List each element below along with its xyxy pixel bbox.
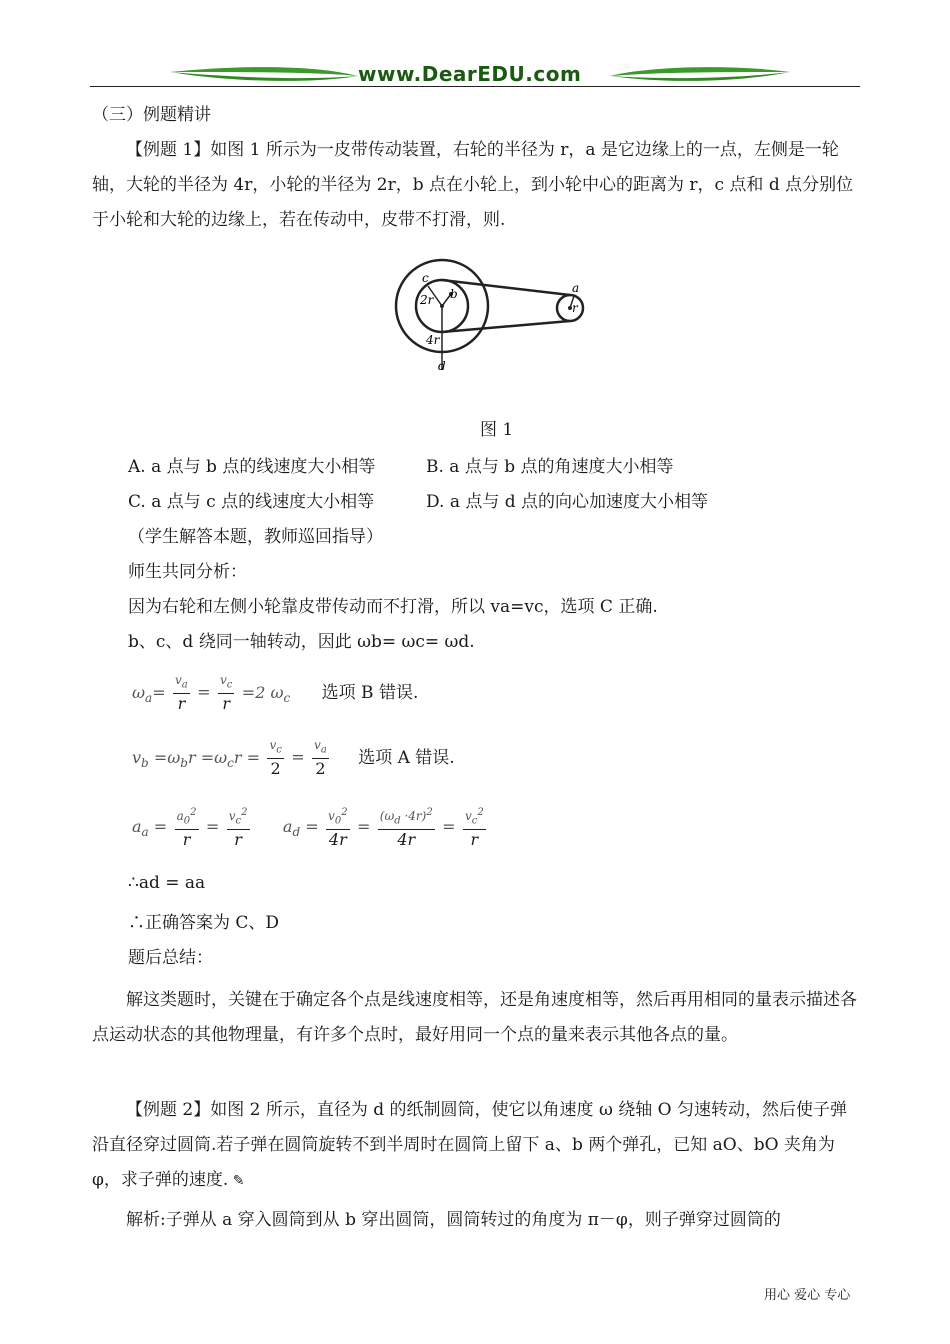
- label-2r: 2r: [420, 293, 434, 307]
- analysis-title: 师生共同分析：: [128, 562, 247, 582]
- figure-1: [394, 256, 594, 380]
- eq1-comment: 选项 B 错误.: [321, 682, 419, 703]
- solution-paragraph: 解析:子弹从 a 穿入圆筒到从 b 穿出圆筒，圆筒转过的角度为 π－φ，则子弹穿过圆筒的: [126, 1210, 781, 1230]
- belt-drive-diagram: [394, 256, 594, 376]
- example2-tag: 【例题 2】: [126, 1100, 211, 1120]
- analysis-line-2: b、c、d 绕同一轴转动，因此 ωb= ωc= ωd.: [128, 632, 475, 652]
- example1-text: 如图 1 所示为一皮带传动装置，右轮的半径为 r，a 是它边缘上的一点，左侧是一轮轴，大轮的半径为 4r，小轮的半径为 2r，b 点在小轮上，到小轮中心的距离为 r，c 点和 d 点分别位于小轮和大轮的边缘上，若在传动中，皮带不打滑，则.: [92, 140, 854, 230]
- label-a: a: [572, 281, 580, 295]
- analysis-line-1: 因为右轮和左侧小轮靠皮带传动而不打滑，所以 va=vc，选项 C 正确.: [128, 597, 658, 617]
- figure-1-caption: 图 1: [480, 420, 514, 440]
- example2-paragraph: [92, 1093, 860, 1199]
- label-4r: 4r: [426, 333, 440, 347]
- example2-text: 如图 2 所示，直径为 d 的纸制圆筒，使它以角速度 ω 绕轴 O 匀速转动，然后使子弹沿直径穿过圆筒.若子弹在圆筒旋转不到半周时在圆筒上留下 a、b 两个弹孔，已知 aO、bO 夹角为 φ，求子弹的速度.: [92, 1100, 847, 1190]
- header-banner: [90, 60, 860, 92]
- summary-paragraph: 解这类题时，关键在于确定各个点是线速度相等，还是角速度相等，然后再用相同的量表示描述各点运动状态的其他物理量，有许多个点时，最好用同一个点的量来表示其他各点的量。: [92, 990, 857, 1045]
- section-title: （三）例题精讲: [92, 105, 211, 125]
- eq2-comment: 选项 A 错误.: [358, 747, 455, 768]
- summary-title: 题后总结：: [128, 948, 213, 968]
- conclusion-1: ∴ad = aa: [128, 873, 206, 893]
- label-b: b: [450, 287, 458, 301]
- teaching-note: （学生解答本题，教师巡回指导）: [128, 527, 383, 547]
- equation-v-b: $v_b =\omega_br =\omega_cr$ = $\frac{v_c}{2}$ = $\frac{v_a}{2}$ 选项 A 错误.: [132, 738, 455, 779]
- equation-omega-a: $\omega_a=$ $\frac{v_a}{r}$ = $\frac{v_c}{r}$ =2 $\omega_c$ 选项 B 错误.: [132, 673, 419, 714]
- label-d: d: [438, 359, 446, 373]
- label-c: c: [422, 271, 429, 285]
- option-c: C. a 点与 c 点的线速度大小相等: [128, 492, 375, 512]
- option-d: D. a 点与 d 点的向心加速度大小相等: [426, 492, 709, 512]
- small-figure-icon: ✎: [228, 1173, 245, 1189]
- header-rule: [90, 86, 860, 87]
- option-a: A. a 点与 b 点的线速度大小相等: [128, 457, 376, 477]
- conclusion-2: ∴正确答案为 C、D: [128, 913, 280, 933]
- option-b: B. a 点与 b 点的角速度大小相等: [426, 457, 674, 477]
- equation-accelerations: $a_a$ = $\frac{a_0^2}{r}$ = $\frac{v_c^2}{r}$ $a_d$ = $\frac{v_0^2}{4r}$ = $\frac{(\omega_d \cdot 4r)^2}{4r}$ = $\frac{v_c^2}{r}$: [132, 807, 484, 850]
- footer-slogan: 用心 爱心 专心: [764, 1288, 851, 1303]
- label-r: r: [572, 301, 578, 315]
- example1-tag: 【例题 1】: [126, 140, 211, 160]
- example1-paragraph: [92, 133, 860, 238]
- site-logo-text: www.DearEDU.com: [358, 62, 582, 86]
